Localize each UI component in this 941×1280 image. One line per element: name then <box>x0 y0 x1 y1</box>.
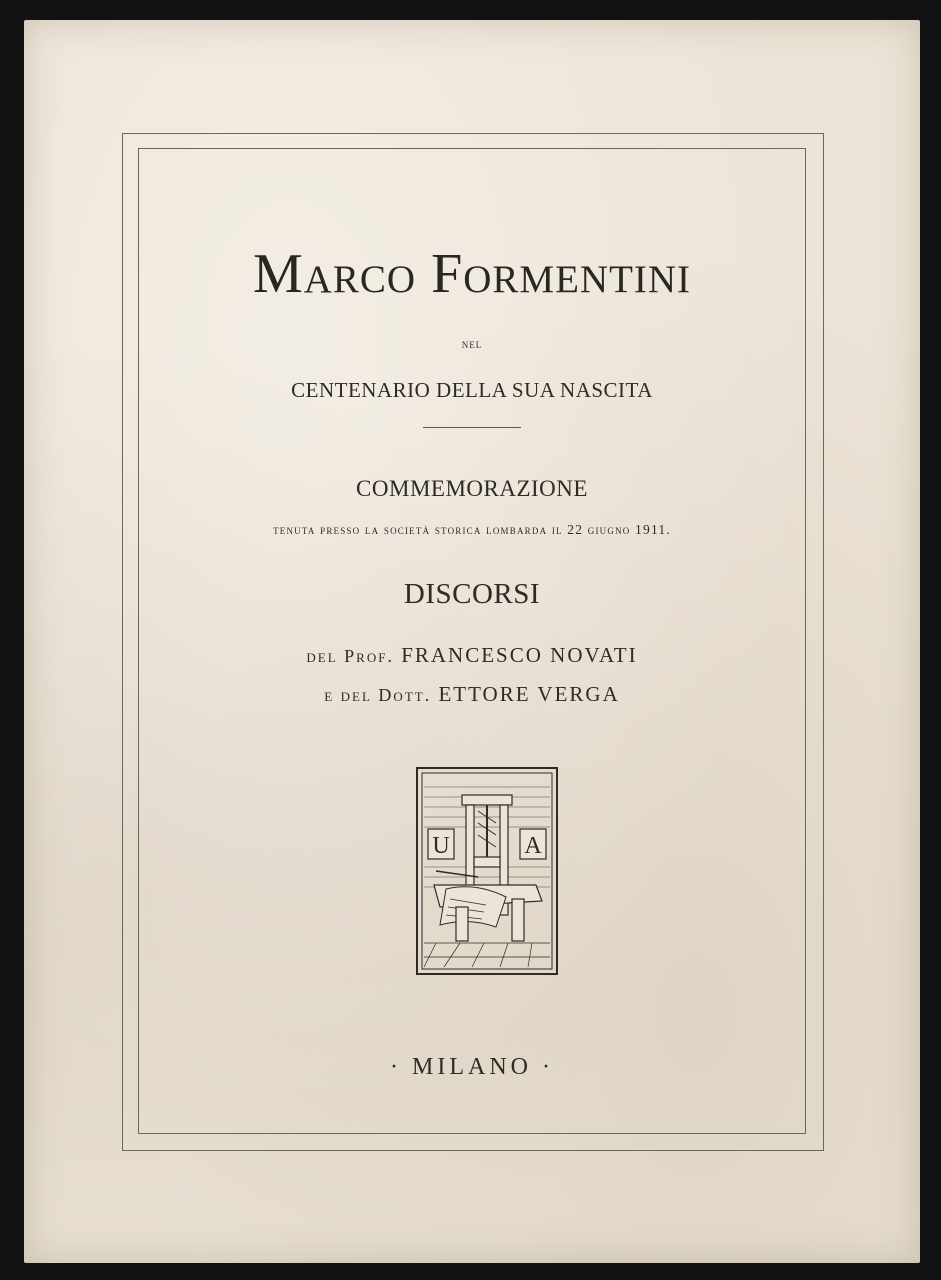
speaker-1-name: FRANCESCO NOVATI <box>401 643 638 667</box>
speaker-2-name: ETTORE VERGA <box>438 682 620 706</box>
commemorazione-heading: COMMEMORAZIONE <box>356 476 588 501</box>
emblem-letter-right: A <box>524 833 542 859</box>
speaker-1-prefix: del Prof. <box>306 646 394 666</box>
event-description <box>138 522 806 538</box>
divider-rule <box>423 427 521 428</box>
discorsi-heading: DISCORSI <box>403 578 541 610</box>
emblem-letter-left: U <box>432 833 450 859</box>
speaker-line-verga <box>138 682 806 707</box>
subtitle: CENTENARIO DELLA SUA NASCITA <box>291 378 653 402</box>
nel-label: NEL <box>461 340 483 350</box>
speaker-2-prefix: e del Dott. <box>324 685 432 705</box>
event-description-text: tenuta presso la società storica lombarda il 22 giugno 1911. <box>273 522 671 537</box>
page-title: Marco Formentini <box>252 243 692 305</box>
speaker-line-novati <box>138 643 806 668</box>
paper-page <box>24 20 920 1263</box>
place-of-publication: · MILANO · <box>390 1054 554 1080</box>
printing-press-icon <box>416 767 558 975</box>
title-page-content <box>138 148 806 1134</box>
